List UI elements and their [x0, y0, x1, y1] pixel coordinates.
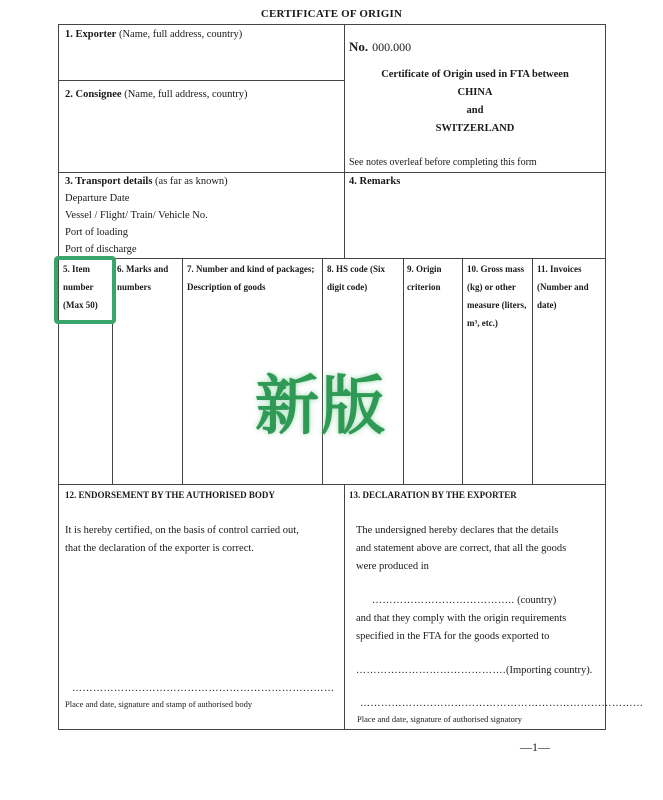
- fta-heading-line1: Certificate of Origin used in FTA between: [381, 69, 569, 80]
- endorsement-title: 12. ENDORSEMENT BY THE AUTHORISED BODY: [65, 490, 275, 500]
- endorsement-signature-line: …………………………………………………………………: [72, 683, 335, 694]
- column-header-packages: 7. Number and kind of packages; Description of goods: [187, 264, 315, 292]
- overleaf-note: See notes overleaf before completing this form: [349, 157, 537, 168]
- column-header-invoices: 11. Invoices (Number and date): [537, 264, 589, 310]
- transport-vessel: Vessel / Flight/ Train/ Vehicle No.: [65, 210, 208, 221]
- declaration-footer: Place and date, signature of authorised signatory: [357, 714, 522, 724]
- box-transport-title: [65, 175, 228, 189]
- column-header-origin-criterion: 9. Origin criterion: [407, 264, 442, 292]
- declaration-line5: specified in the FTA for the goods exported to: [356, 631, 550, 642]
- importing-dots: …………………………………….: [356, 665, 506, 676]
- remarks-label: 4. Remarks: [349, 176, 401, 187]
- cert-no-label: No.: [349, 39, 369, 54]
- watermark-text: 新版: [255, 370, 387, 444]
- consignee-hint: (Name, full address, country): [124, 89, 248, 100]
- column-header-marks: 6. Marks and numbers: [117, 264, 169, 292]
- declaration-signature-line: ………………………………………………………………………: [360, 698, 644, 709]
- column-header-gross-mass: 10. Gross mass (kg) or other measure (liters, m³, etc.): [467, 264, 527, 328]
- declaration-line4: and that they comply with the origin requirements: [356, 613, 567, 624]
- country-dots: …………………………………..: [372, 595, 515, 606]
- declaration-title: 13. DECLARATION BY THE EXPORTER: [349, 490, 517, 500]
- endorsement-footer: Place and date, signature and stamp of authorised body: [65, 699, 253, 709]
- declaration-line1: The undersigned hereby declares that the details: [356, 525, 559, 536]
- transport-port-discharge: Port of discharge: [65, 244, 137, 255]
- divider-box1-box2: [58, 80, 344, 81]
- highlight-box: [54, 256, 116, 324]
- divider-transport-remarks: [344, 172, 345, 258]
- endorsement-line2: that the declaration of the exporter is correct.: [65, 543, 254, 554]
- fta-heading-and: and: [466, 105, 484, 116]
- box-exporter: [65, 28, 242, 42]
- transport-port-loading: Port of loading: [65, 227, 128, 238]
- declaration-line2: and statement above are correct, that all the goods: [356, 543, 567, 554]
- column-divider-7: [182, 258, 183, 484]
- divider-header-transport: [58, 172, 606, 173]
- column-divider-11: [532, 258, 533, 484]
- column-header-item-number: 5. Item number (Max 50): [63, 264, 98, 310]
- fta-heading-country1: CHINA: [457, 87, 493, 98]
- divider-box12-box13: [344, 484, 345, 730]
- endorsement-line1: It is hereby certified, on the basis of control carried out,: [65, 525, 299, 536]
- transport-departure-date: Departure Date: [65, 193, 130, 204]
- fta-heading-country2: SWITZERLAND: [435, 123, 515, 134]
- country-label: (country): [517, 595, 557, 606]
- declaration-importing-row: [356, 664, 592, 678]
- column-divider-9: [403, 258, 404, 484]
- exporter-hint: (Name, full address, country): [118, 29, 243, 40]
- column-header-hs-code: 8. HS code (Six digit code): [327, 264, 386, 292]
- page-number: —1—: [520, 740, 550, 754]
- transport-hint: (as far as known): [155, 176, 228, 187]
- column-divider-10: [462, 258, 463, 484]
- certificate-number: [349, 38, 411, 56]
- document-title: CERTIFICATE OF ORIGIN: [260, 8, 403, 20]
- declaration-country-row: [372, 594, 556, 608]
- consignee-label: 2. Consignee: [65, 89, 122, 100]
- divider-transport-columns: [58, 258, 606, 259]
- divider-columns-declarations: [58, 484, 606, 485]
- divider-top-vertical: [344, 24, 345, 172]
- exporter-label: 1. Exporter: [65, 29, 117, 40]
- declaration-line3: were produced in: [356, 561, 429, 572]
- transport-label: 3. Transport details: [65, 176, 153, 187]
- cert-no-value: 000.000: [372, 40, 412, 54]
- box-consignee: [65, 88, 248, 102]
- importing-label: (Importing country).: [506, 665, 593, 676]
